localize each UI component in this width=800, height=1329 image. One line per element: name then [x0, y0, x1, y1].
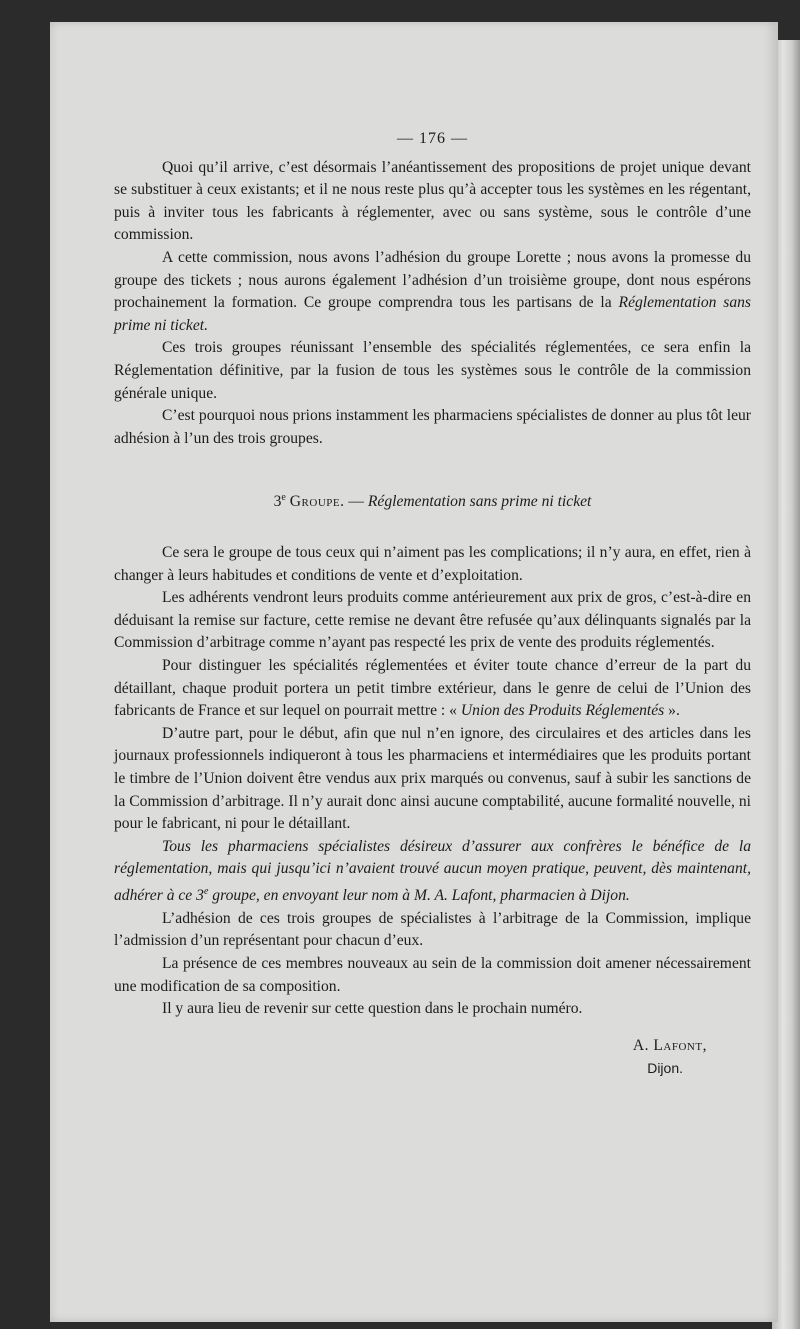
paragraph	[114, 655, 751, 723]
paragraph: Il y aura lieu de revenir sur cette question dans le prochain numéro.	[162, 1000, 583, 1018]
heading-word: Groupe.	[289, 493, 345, 511]
paragraph	[114, 247, 751, 337]
italic-sup: e	[203, 886, 209, 897]
paragraph: C’est pourquoi nous prions instamment les pharmaciens spécialistes de donner au plus tôt leur adhésion à l’un des trois groupes.	[114, 407, 751, 447]
paragraph-text: Pour distinguer les spécialités réglementées et éviter toute chance d’erreur de la part du détaillant, chaque produit portera un petit timbre extérieur, dans le genre de celui de l’Union des fabricants de France et sur lequel on pourrait mettre : «	[114, 657, 751, 720]
italic-paragraph	[114, 836, 751, 908]
section-heading	[114, 487, 751, 514]
union-stamp-text: Union des Produits Réglementés	[460, 702, 665, 720]
paragraph: Ce sera le groupe de tous ceux qui n’aiment pas les complications; il n’y aura, en effet, rien à changer à leurs habitudes et conditions de vente et d’exploitation.	[114, 544, 751, 584]
italic-text-b: groupe, en envoyant leur nom à M. A. Lafont, pharmacien à Dijon.	[208, 887, 630, 905]
paragraph: La présence de ces membres nouveaux au sein de la commission doit amener nécessairement une modification de sa composition.	[114, 954, 751, 995]
signature-place: Dijon.	[647, 1060, 683, 1077]
heading-sup: e	[281, 492, 286, 504]
heading-number: 3	[273, 493, 282, 511]
quote-close: ».	[664, 702, 680, 720]
signature-name: A. Lafont,	[632, 1036, 707, 1054]
paragraph: L’adhésion de ces trois groupes de spécialistes à l’arbitrage de la Commission, implique l’admission d’un représentant pour chacun d’eux.	[114, 909, 751, 950]
heading-title: Réglementation sans prime ni ticket	[367, 493, 592, 511]
article-body	[114, 128, 751, 1080]
paragraph: D’autre part, pour le début, afin que nul n’en ignore, des circulaires et des articles dans les journaux professionnels indiqueront à tous les pharmaciens et intermédiaires que les produits portant le timbre de l’Union doivent être vendus aux prix marqués ou convenus, sauf à subir les sanctions de la Commission d’arbitrage. Il n’y aurait donc ainsi aucune comptabilité, aucune formalité nouvelle, ni pour le fabricant, ni pour le détaillant.	[114, 724, 751, 833]
paragraph: Ces trois groupes réunissant l’ensemble des spécialités réglementées, ce sera enfin la Réglementation définitive, par la fusion de tous les systèmes sous le contrôle de la commission générale unique.	[114, 339, 751, 402]
page-number: — 176 —	[397, 130, 468, 147]
paragraph-text: A cette commission, nous avons l’adhésion du groupe Lorette ; nous avons la promesse du groupe des tickets ; nous aurons également l’adhésion d’un troisième groupe, dont nous espérons prochainement la formation. Ce groupe comprendra tous les partisans de la	[114, 248, 751, 312]
paragraph: Les adhérents vendront leurs produits comme antérieurement aux prix de gros, c’est-à-dire en déduisant la remise sur facture, cette remise ne devant être refusée qu’aux délinquants signalés par la Commission d’arbitrage comme n’ayant pas respecté les prix de vente des produits réglementés.	[114, 589, 751, 652]
heading-dash: —	[344, 493, 368, 511]
italic-text-a: Tous les pharmaciens spécialistes désireux d’assurer aux confrères le bénéfice de la réglementation, mais qui jusqu’ici n’avaient trouvé aucun moyen pratique, peuvent, dès maintenant, adhérer à ce 3	[114, 837, 751, 905]
italic-title: Réglementation sans prime ni ticket.	[114, 294, 751, 334]
paragraph: Quoi qu’il arrive, c’est désormais l’anéantissement des propositions de projet unique devant se substituer à ceux existants; et il ne nous reste plus qu’à accepter tous les systèmes en les régentant, puis à inviter tous les fabricants à réglementer, avec ou sans système, sous le contrôle d’une commission.	[114, 158, 751, 244]
